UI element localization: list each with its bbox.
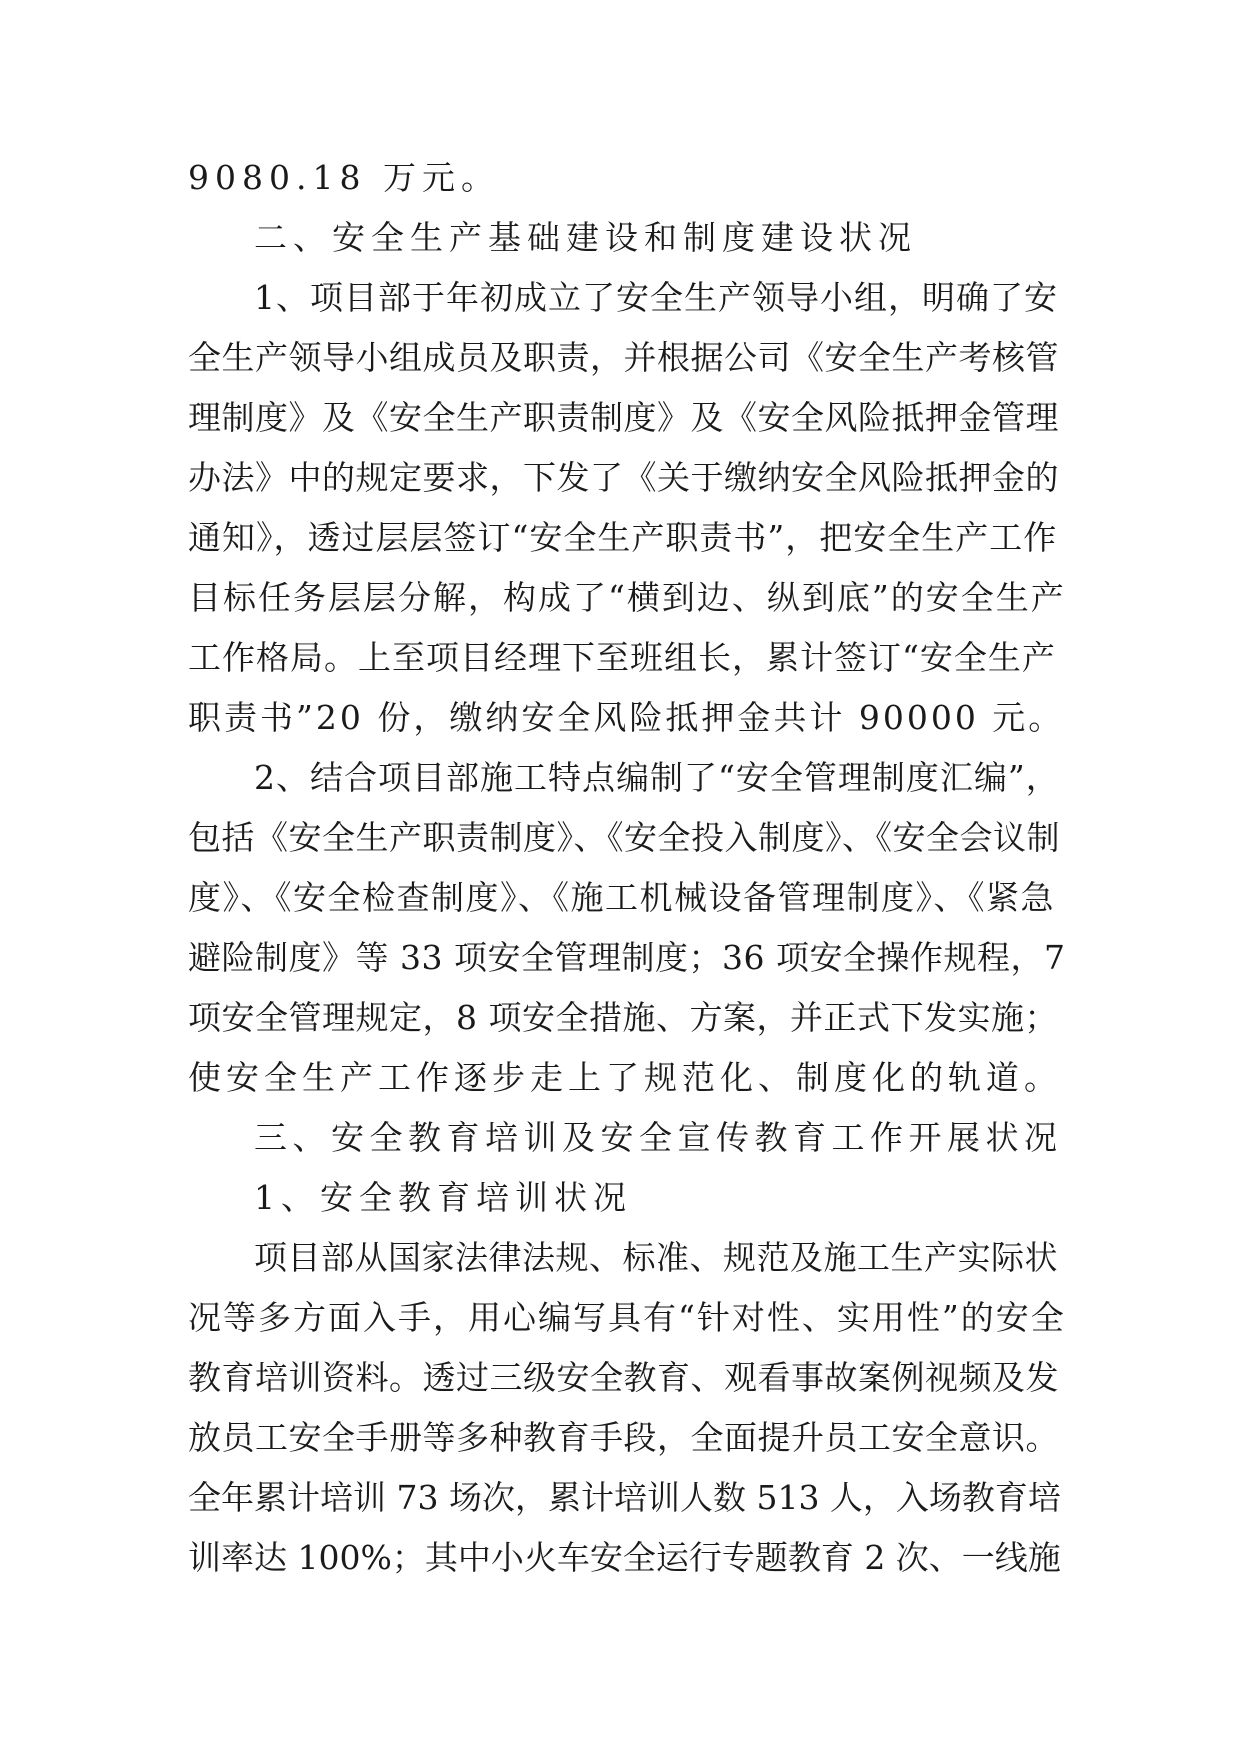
text-line: 通知》，透过层层签订“安全生产职责书”，把安全生产工作 (188, 518, 1058, 557)
text-line: 放员工安全手册等多种教育手段，全面提升员工安全意识。 (188, 1418, 1059, 1457)
text-line: 包括《安全生产职责制度》、《安全投入制度》、《安全会议制 (188, 818, 1060, 857)
text-line: 理制度》及《安全生产职责制度》及《安全风险抵押金管理 (188, 398, 1059, 437)
text-line: 工作格局。上至项目经理下至班组长，累计签订“安全生产 (188, 638, 1056, 677)
text-line: 9080.18 万元。 (188, 158, 500, 197)
text-line: 教育培训资料。透过三级安全教育、观看事故案例视频及发 (188, 1358, 1059, 1397)
text-line: 度》、《安全检查制度》、《施工机械设备管理制度》、《紧急 (188, 878, 1055, 917)
text-line: 1、项目部于年初成立了安全生产领导小组，明确了安 (254, 278, 1058, 317)
text-line: 目标任务层层分解，构成了“横到边、纵到底”的安全生产 (188, 578, 1066, 617)
text-line: 避险制度》等 33 项安全管理制度；36 项安全操作规程，7 (188, 938, 1066, 977)
text-line: 办法》中的规定要求，下发了《关于缴纳安全风险抵押金的 (188, 458, 1059, 497)
text-line: 况等多方面入手，用心编写具有“针对性、实用性”的安全 (188, 1298, 1066, 1337)
text-line: 训率达 100%；其中小火车安全运行专题教育 2 次、一线施 (188, 1538, 1061, 1577)
text-line: 全年累计培训 73 场次，累计培训人数 513 人，入场教育培 (188, 1478, 1061, 1517)
text-line: 职责书”20 份，缴纳安全风险抵押金共计 90000 元。 (188, 698, 1065, 737)
text-line: 三、安全教育培训及安全宣传教育工作开展状况 (254, 1118, 1063, 1157)
text-line: 二、安全生产基础建设和制度建设状况 (254, 218, 917, 257)
text-line: 1、安全教育培训状况 (254, 1178, 632, 1217)
text-line: 项目部从国家法律法规、标准、规范及施工生产实际状 (254, 1238, 1058, 1277)
text-line: 项安全管理规定，8 项安全措施、方案，并正式下发实施； (188, 998, 1058, 1037)
text-line: 2、结合项目部施工特点编制了“安全管理制度汇编”， (254, 758, 1060, 797)
document-body (188, 148, 1068, 1588)
text-line: 使安全生产工作逐步走上了规范化、制度化的轨道。 (188, 1058, 1062, 1097)
text-line: 全生产领导小组成员及职责，并根据公司《安全生产考核管 (188, 338, 1059, 377)
